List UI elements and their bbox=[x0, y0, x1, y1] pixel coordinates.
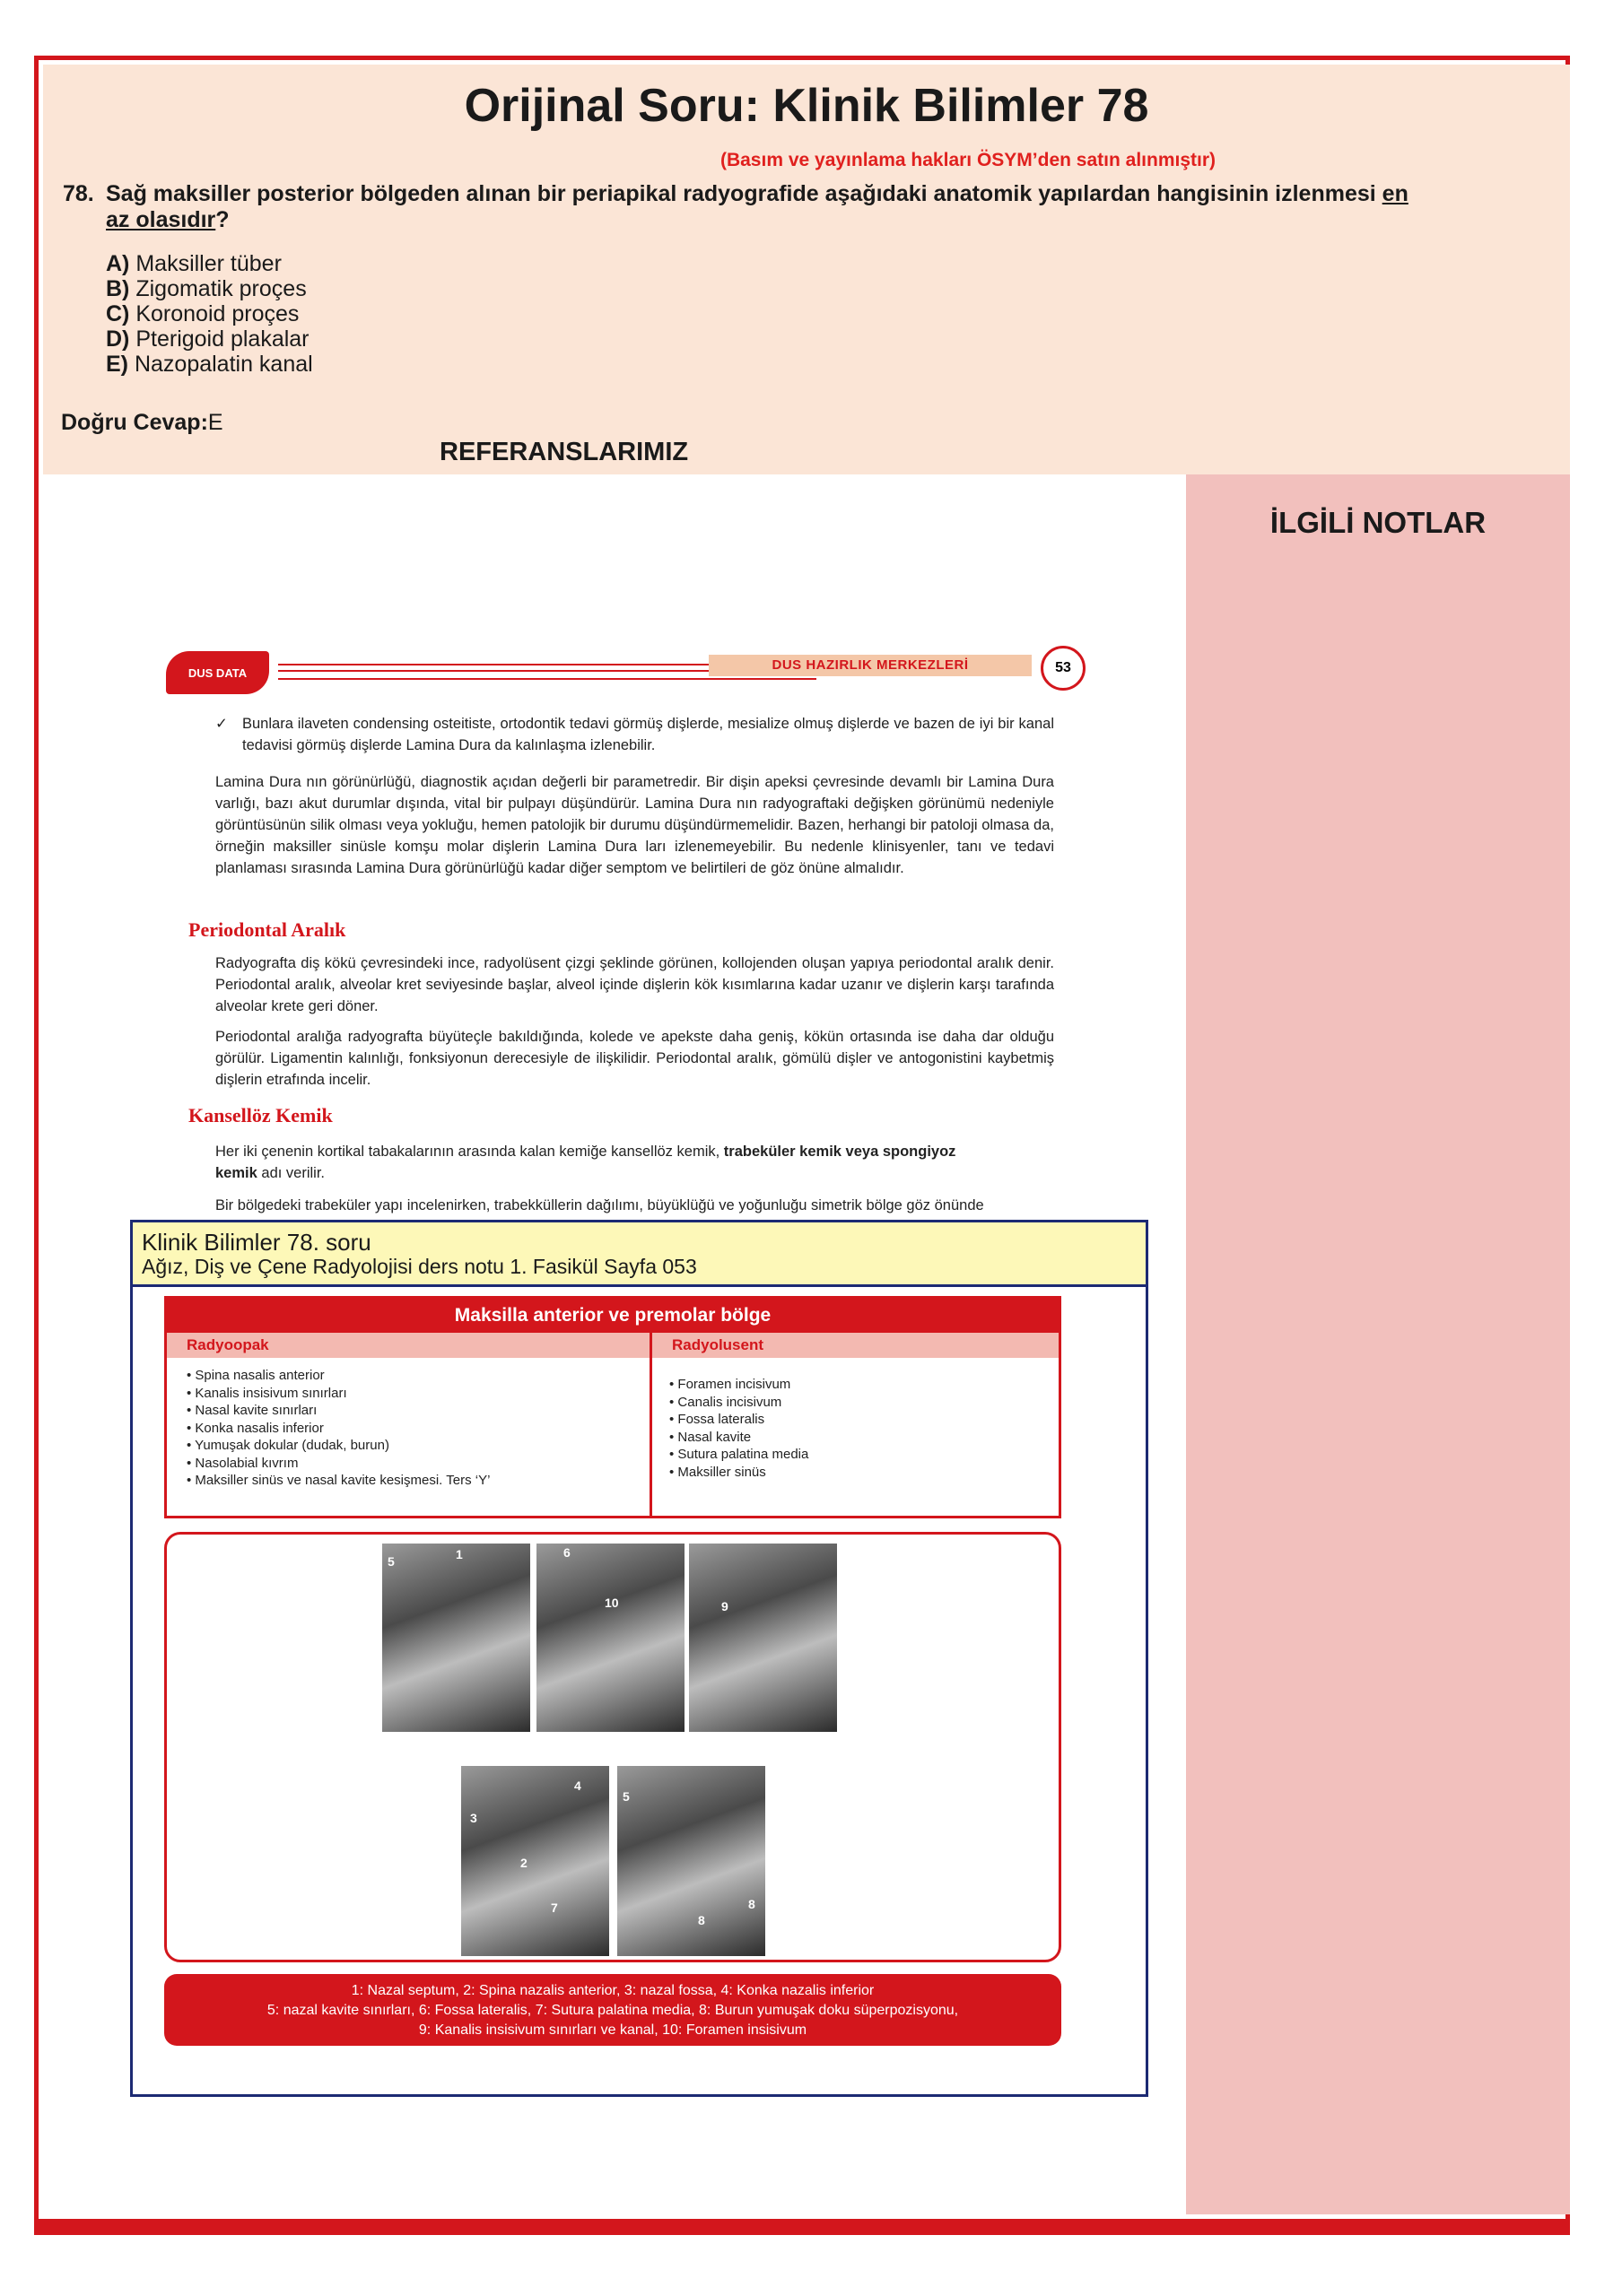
bullet-paragraph: ✓ Bunlara ilaveten condensing osteitiste, ortodontik tedavi görmüş dişlerde, mesialize olmuş dişlerde ve bazen de iyi bir kanal tedavisi görmüş dişlerde Lamina Dura da kalınlaşma izlenebilir. bbox=[242, 713, 1054, 756]
table-divider bbox=[650, 1333, 652, 1516]
paragraph-periodontal-1: Radyografta diş kökü çevresindeki ince, radyolüsent çizgi şeklinde görünen, kollojenden oluşan yapıya periodontal aralık denir. Periodontal aralık, alveolar kret seviyesinde başlar, alveol içinde dişlerin kök kısımlarına kadar uzanır ve dişlerin karşı tarafında alveolar krete geri döner. bbox=[215, 955, 1054, 1014]
stem-text: Sağ maksiller posterior bölgeden alınan bir periapikal radyografide aşağıdaki anatomik yapılardan hangisinin izlenmesi bbox=[106, 181, 1376, 206]
list-item: • Maksiller sinüs ve nasal kavite kesişmesi. Ters ‘Y’ bbox=[187, 1472, 490, 1490]
list-item: • Spina nasalis anterior bbox=[187, 1367, 490, 1385]
correct-answer: Doğru Cevap:E bbox=[61, 410, 223, 435]
col-radyoopak: Radyoopak bbox=[167, 1333, 650, 1358]
notes-title: İLGİLİ NOTLAR bbox=[1269, 506, 1487, 539]
question-stem bbox=[63, 181, 1498, 233]
paragraph-periodontal-2: Periodontal aralığa radyografta büyüteçle bakıldığında, kolede ve apekste daha geniş, kökün ortasında ise daha dar olduğu görülür. Ligamentin kalınlığı, fonksiyonun derecesiyle de ilişkilidir. Periodontal aralık, gömülü dişler ve antogonistini kaybetmiş dişlerin etrafında incelir. bbox=[215, 1029, 1054, 1088]
radyoopak-list bbox=[187, 1367, 490, 1490]
xray-figures bbox=[164, 1532, 1061, 1962]
heading-periodontal: Periodontal Aralık bbox=[188, 918, 346, 941]
notes-panel bbox=[1186, 474, 1570, 2214]
list-item: • Konka nasalis inferior bbox=[187, 1420, 490, 1438]
option-a: A) Maksiller tüber bbox=[106, 251, 282, 276]
list-item: • Nasolabial kıvrım bbox=[187, 1455, 490, 1473]
list-item: • Canalis incisivum bbox=[669, 1394, 808, 1412]
table-title: Maksilla anterior ve premolar bölge bbox=[167, 1299, 1059, 1333]
paragraph-kansellоz: Her iki çenenin kortikal tabakalarının arasında kalan kemiğe kansellöz kemik, trabeküler kemik veya spongiyoz kemik adı verilir. bbox=[215, 1144, 956, 1181]
xray-image-1: 5 1 bbox=[382, 1544, 530, 1732]
list-item: • Kanalis insisivum sınırları bbox=[187, 1385, 490, 1403]
stem-emphasis-2: az olasıdır bbox=[106, 207, 216, 232]
header-label: DUS HAZIRLIK MERKEZLERİ bbox=[709, 655, 1032, 676]
xray-image-5: 5 8 8 bbox=[617, 1766, 765, 1956]
col-radyolusent: Radyolusent bbox=[652, 1333, 1059, 1358]
option-d: D) Pterigoid plakalar bbox=[106, 326, 310, 352]
list-item: • Maksiller sinüs bbox=[669, 1464, 808, 1482]
option-e: E) Nazopalatin kanal bbox=[106, 352, 313, 377]
question-box bbox=[43, 65, 1570, 474]
references-title: REFERANSLARIMIZ bbox=[440, 438, 689, 466]
anatomy-table bbox=[164, 1296, 1061, 1518]
dus-data-logo: DUS DATA bbox=[166, 651, 269, 694]
stem-emphasis-1: en bbox=[1382, 181, 1408, 206]
xray-image-4: 3 4 2 7 bbox=[461, 1766, 609, 1956]
reference-inset bbox=[130, 1220, 1148, 2097]
option-b: B) Zigomatik proçes bbox=[106, 276, 307, 301]
question-number: 78. bbox=[63, 181, 94, 206]
list-item: • Nasal kavite sınırları bbox=[187, 1402, 490, 1420]
xray-image-3: 9 bbox=[689, 1544, 837, 1732]
page-number: 53 bbox=[1041, 646, 1086, 691]
list-item: • Foramen incisivum bbox=[669, 1376, 808, 1394]
inset-caption: Klinik Bilimler 78. soru Ağız, Diş ve Çene Radyolojisi ders notu 1. Fasikül Sayfa 053 bbox=[133, 1222, 1146, 1287]
list-item: • Fossa lateralis bbox=[669, 1411, 808, 1429]
radyolusent-list bbox=[669, 1376, 808, 1481]
heading-kansellоz: Kansellöz Kemik bbox=[188, 1104, 333, 1126]
figure-legend: 1: Nazal septum, 2: Spina nazalis anterior, 3: nazal fossa, 4: Konka nazalis inferior 5: nazal kavite sınırları, 6: Fossa lateralis, 7: Sutura palatina media, 8: Burun yumuşak doku süperpozisyonu, 9: Kanalis insisivum sınırları ve kanal, 10: Foramen insisivum bbox=[164, 1974, 1061, 2046]
list-item: • Yumuşak dokular (dudak, burun) bbox=[187, 1437, 490, 1455]
option-c: C) Koronoid proçes bbox=[106, 301, 300, 326]
paragraph-lamina-dura: Lamina Dura nın görünürlüğü, diagnostik açıdan değerli bir parametredir. Bir dişin apeksi çevresinde devamlı bir Lamina Dura varlığı, bazı akut durumlar dışında, vital bir pulpayı düşündürür. Lamina Dura nın radyograftaki değişken görünümü nedeniyle görüntüsünün silik olması veya yokluğu, hemen patolojik bir durumu düşündürmemelidir. Bazen, herhangi bir patoloji olmasa da, örneğin maksiller sinüsle komşu molar dişlerin Lamina Dura ları izlenemeyebilir. Bu nedenle klinisyenler, tanı ve tedavi planlaması sırasında Lamina Dura görünürlüğü kadar diğer semptom ve belirtileri de göz önüne almalıdır. bbox=[215, 774, 1054, 876]
book-header bbox=[161, 646, 1094, 700]
list-item: • Nasal kavite bbox=[669, 1429, 808, 1447]
bottom-bar bbox=[34, 2219, 1570, 2235]
check-icon: ✓ bbox=[215, 716, 228, 732]
rights-notice: (Basım ve yayınlama hakları ÖSYM’den satın alınmıştır) bbox=[719, 150, 1216, 170]
xray-image-2: 6 10 bbox=[536, 1544, 685, 1732]
stem-end: ? bbox=[215, 207, 230, 232]
question-title: Orijinal Soru: Klinik Bilimler 78 bbox=[464, 80, 1149, 132]
answer-options bbox=[106, 251, 313, 377]
paragraph-trabekuler: Bir bölgedeki trabeküler yapı incelenirken, trabekküllerin dağılımı, büyüklüğü ve yoğunluğu simetrik bölge göz önünde bbox=[215, 1197, 984, 1213]
list-item: • Sutura palatina media bbox=[669, 1446, 808, 1464]
